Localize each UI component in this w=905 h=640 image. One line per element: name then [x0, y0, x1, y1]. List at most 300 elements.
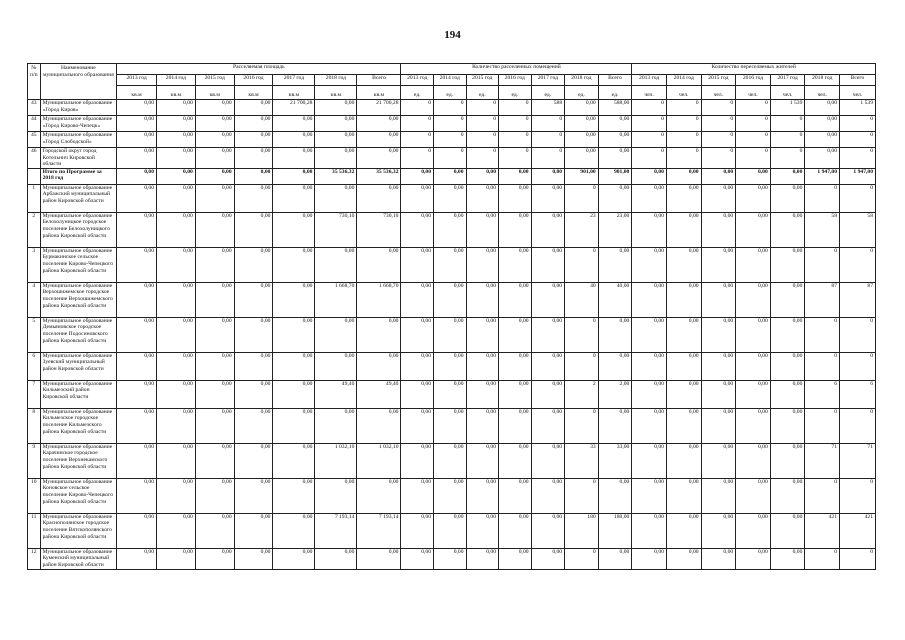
value-cell: 0,00: [357, 148, 401, 169]
value-cell: 0: [736, 148, 771, 169]
value-cell: 0,00: [666, 548, 701, 569]
year-header: 2017 год: [770, 75, 805, 86]
value-cell: 0,00: [401, 184, 434, 212]
value-cell: 0: [499, 148, 532, 169]
value-cell: 0,00: [357, 132, 401, 148]
value-cell: 0,00: [434, 408, 467, 443]
value-cell: 0,00: [157, 513, 196, 548]
row-index: 2: [28, 212, 41, 247]
value-cell: 0: [401, 132, 434, 148]
row-index: 11: [28, 513, 41, 548]
municipality-name: Муниципальное образование Демьяновское городское поселение Подосиновского района Кировской области: [40, 317, 117, 352]
value-cell: 0,00: [701, 443, 736, 478]
value-cell: 0,00: [466, 247, 499, 282]
value-cell: 87: [805, 282, 840, 317]
value-cell: 0,00: [565, 100, 599, 116]
value-cell: 0: [666, 132, 701, 148]
value-cell: 0,00: [195, 478, 234, 513]
value-cell: 0,00: [531, 408, 565, 443]
year-header: 2016 год: [234, 75, 273, 86]
value-cell: 0,00: [157, 282, 196, 317]
value-cell: 0,00: [315, 548, 357, 569]
page-number: 194: [444, 29, 461, 41]
row-index: 4: [28, 282, 41, 317]
value-cell: 0,00: [736, 443, 771, 478]
value-cell: 0,00: [499, 352, 532, 380]
value-cell: 0,00: [401, 408, 434, 443]
year-header: 2013 год: [117, 75, 157, 86]
value-cell: 180,00: [598, 513, 632, 548]
value-cell: 730,10: [357, 212, 401, 247]
unit-label: кв.м: [315, 86, 357, 100]
year-header: 2017 год: [273, 75, 315, 86]
value-cell: 901,00: [565, 168, 599, 184]
municipality-name: Муниципальное образование «Город Слободской»: [40, 132, 117, 148]
value-cell: 0,00: [234, 380, 273, 408]
value-cell: 1 539: [840, 100, 876, 116]
unit-label: ед.: [598, 86, 632, 100]
unit-label: чел.: [632, 86, 667, 100]
value-cell: 0,00: [357, 247, 401, 282]
value-cell: 0,00: [357, 116, 401, 132]
unit-label: чел.: [805, 86, 840, 100]
value-cell: 0,00: [805, 100, 840, 116]
table-row: [28, 148, 876, 169]
value-cell: 0,00: [434, 352, 467, 380]
value-cell: 0,00: [273, 212, 315, 247]
value-cell: 0,00: [598, 478, 632, 513]
value-cell: 7 193,14: [357, 513, 401, 548]
value-cell: 0,00: [666, 352, 701, 380]
value-cell: 0,00: [273, 443, 315, 478]
value-cell: 0,00: [234, 247, 273, 282]
row-index: 6: [28, 352, 41, 380]
value-cell: 0,00: [315, 184, 357, 212]
value-cell: 0: [632, 100, 667, 116]
value-cell: 0,00: [666, 282, 701, 317]
value-cell: 0,00: [565, 132, 599, 148]
value-cell: 0,00: [234, 168, 273, 184]
row-index: 1: [28, 184, 41, 212]
value-cell: 0: [701, 148, 736, 169]
value-cell: 0,00: [632, 247, 667, 282]
unit-label: кв.м: [195, 86, 234, 100]
value-cell: 33,00: [598, 443, 632, 478]
value-cell: 0,00: [273, 548, 315, 569]
value-cell: 0,00: [401, 478, 434, 513]
value-cell: 0,00: [531, 548, 565, 569]
value-cell: 0,00: [234, 132, 273, 148]
year-header: 2014 год: [666, 75, 701, 86]
year-header: 2013 год: [632, 75, 667, 86]
value-cell: 0,00: [666, 212, 701, 247]
value-cell: 0,00: [234, 184, 273, 212]
unit-label: чел.: [840, 86, 876, 100]
value-cell: 0: [805, 247, 840, 282]
value-cell: 0: [401, 100, 434, 116]
value-cell: 0: [466, 132, 499, 148]
year-header: 2016 год: [499, 75, 532, 86]
value-cell: 49,40: [357, 380, 401, 408]
value-cell: 0: [701, 100, 736, 116]
value-cell: 0,00: [666, 443, 701, 478]
value-cell: 0: [770, 132, 805, 148]
value-cell: 0,00: [736, 478, 771, 513]
value-cell: 0,00: [770, 478, 805, 513]
unit-label: ед.: [466, 86, 499, 100]
value-cell: 0,00: [315, 100, 357, 116]
value-cell: 0,00: [701, 247, 736, 282]
value-cell: 0,00: [736, 513, 771, 548]
municipality-name: Муниципальное образование Краснополянское городское поселение Вятскополянского района Кировской области: [40, 513, 117, 548]
value-cell: 0,00: [401, 168, 434, 184]
value-cell: 0,00: [357, 478, 401, 513]
row-index: [28, 168, 41, 184]
value-cell: 58: [805, 212, 840, 247]
value-cell: 0,00: [770, 282, 805, 317]
value-cell: 0,00: [499, 443, 532, 478]
row-index: 10: [28, 478, 41, 513]
value-cell: 0: [805, 184, 840, 212]
value-cell: 0,00: [117, 100, 157, 116]
value-cell: 0: [401, 148, 434, 169]
value-cell: 0: [805, 478, 840, 513]
value-cell: 0,00: [401, 247, 434, 282]
value-cell: 0: [565, 478, 599, 513]
value-cell: 0: [840, 352, 876, 380]
value-cell: 0: [632, 148, 667, 169]
value-cell: 0,00: [466, 408, 499, 443]
value-cell: 0,00: [273, 168, 315, 184]
table-row: [28, 352, 876, 380]
value-cell: 0: [466, 148, 499, 169]
value-cell: 0,00: [499, 478, 532, 513]
value-cell: 0,00: [234, 317, 273, 352]
value-cell: 0: [434, 132, 467, 148]
value-cell: 0,00: [770, 548, 805, 569]
value-cell: 0: [531, 116, 565, 132]
value-cell: 71: [840, 443, 876, 478]
value-cell: 0,00: [736, 317, 771, 352]
value-cell: 0,00: [117, 116, 157, 132]
value-cell: 0: [736, 116, 771, 132]
value-cell: 0: [666, 116, 701, 132]
value-cell: 0,00: [157, 380, 196, 408]
row-index: 3: [28, 247, 41, 282]
value-cell: 0,00: [117, 184, 157, 212]
table-row: [28, 443, 876, 478]
value-cell: 0,00: [565, 148, 599, 169]
value-cell: 0,00: [598, 116, 632, 132]
value-cell: 0,00: [531, 184, 565, 212]
value-cell: 0,00: [770, 184, 805, 212]
value-cell: 0,00: [401, 352, 434, 380]
municipality-name: Городской округ город Котельнич Кировской области: [40, 148, 117, 169]
value-cell: 0,00: [770, 317, 805, 352]
value-cell: 0,00: [598, 247, 632, 282]
unit-label: ед.: [531, 86, 565, 100]
table-row: [28, 247, 876, 282]
unit-label: ед.: [565, 86, 599, 100]
value-cell: 0,00: [195, 352, 234, 380]
value-cell: 1 947,00: [840, 168, 876, 184]
value-cell: 0,00: [401, 317, 434, 352]
value-cell: 0,00: [531, 282, 565, 317]
row-index: 44: [28, 116, 41, 132]
value-cell: 0,00: [157, 317, 196, 352]
value-cell: 7 193,14: [315, 513, 357, 548]
value-cell: 0,00: [531, 352, 565, 380]
value-cell: 0,00: [499, 282, 532, 317]
value-cell: 0: [434, 100, 467, 116]
value-cell: 0,00: [434, 168, 467, 184]
table-row: [28, 212, 876, 247]
value-cell: 0,00: [117, 408, 157, 443]
municipality-name: Муниципальное образование Карачинское городское поселение Верхнекамского района Кировской области: [40, 443, 117, 478]
value-cell: 0,00: [666, 184, 701, 212]
table-row: [28, 380, 876, 408]
unit-label: ед.: [401, 86, 434, 100]
value-cell: 0,00: [434, 380, 467, 408]
value-cell: 0: [499, 100, 532, 116]
year-header: 2016 год: [736, 75, 771, 86]
value-cell: 0,00: [434, 212, 467, 247]
value-cell: 0,00: [632, 380, 667, 408]
value-cell: 0,00: [466, 478, 499, 513]
value-cell: 0,00: [531, 380, 565, 408]
value-cell: 0,00: [736, 184, 771, 212]
row-index: 12: [28, 548, 41, 569]
value-cell: 0: [499, 132, 532, 148]
value-cell: 0,00: [273, 282, 315, 317]
value-cell: 0: [434, 148, 467, 169]
value-cell: 21 700,28: [357, 100, 401, 116]
value-cell: 0,00: [770, 408, 805, 443]
municipality-name: Муниципальное образование Зуевский муниципальный район Кировской области: [40, 352, 117, 380]
value-cell: 0,00: [195, 212, 234, 247]
value-cell: 0,00: [805, 116, 840, 132]
group-area: Расселяемая площадь: [117, 64, 401, 75]
municipality-name: Муниципальное образование Кильмезский район Кировской области: [40, 380, 117, 408]
year-header: Всего: [598, 75, 632, 86]
value-cell: 0,00: [195, 443, 234, 478]
table-row: [28, 513, 876, 548]
value-cell: 0,00: [157, 352, 196, 380]
value-cell: 0,00: [234, 408, 273, 443]
value-cell: 0,00: [195, 247, 234, 282]
value-cell: 0,00: [401, 380, 434, 408]
value-cell: 0,00: [736, 408, 771, 443]
value-cell: 6: [805, 380, 840, 408]
value-cell: 0: [701, 132, 736, 148]
municipality-name: Муниципальное образование Куменский муниципальный район Кировской области: [40, 548, 117, 569]
value-cell: 0: [805, 317, 840, 352]
value-cell: 0,00: [195, 100, 234, 116]
value-cell: 0: [840, 132, 876, 148]
value-cell: 0,00: [666, 478, 701, 513]
value-cell: 0,00: [598, 317, 632, 352]
value-cell: 87: [840, 282, 876, 317]
value-cell: 0,00: [117, 548, 157, 569]
municipality-name: Муниципальное образование Кильмезское городское поселение Кильмезского района Кировской области: [40, 408, 117, 443]
year-header: 2017 год: [531, 75, 565, 86]
value-cell: 180: [565, 513, 599, 548]
value-cell: 0,00: [770, 513, 805, 548]
table-row: [28, 168, 876, 184]
value-cell: 0,00: [315, 247, 357, 282]
value-cell: 49,40: [315, 380, 357, 408]
municipality-name: Муниципальное образование Арбажский муниципальный район Кировской области: [40, 184, 117, 212]
value-cell: 0,00: [531, 513, 565, 548]
value-cell: 0,00: [632, 443, 667, 478]
value-cell: 1 668,70: [315, 282, 357, 317]
table-row: [28, 184, 876, 212]
value-cell: 0,00: [632, 548, 667, 569]
value-cell: 0: [466, 100, 499, 116]
value-cell: 0,00: [598, 184, 632, 212]
row-index: 8: [28, 408, 41, 443]
value-cell: 0,00: [701, 478, 736, 513]
value-cell: 0: [770, 116, 805, 132]
value-cell: 0,00: [805, 148, 840, 169]
value-cell: 0,00: [598, 408, 632, 443]
header-name: Наименование муниципального образования: [40, 64, 117, 100]
value-cell: 0,00: [273, 478, 315, 513]
value-cell: 0,00: [357, 548, 401, 569]
value-cell: 1 539: [770, 100, 805, 116]
value-cell: 35 536,32: [315, 168, 357, 184]
table-row: [28, 132, 876, 148]
value-cell: 0,00: [157, 443, 196, 478]
value-cell: 0,00: [598, 148, 632, 169]
value-cell: 0,00: [434, 282, 467, 317]
value-cell: 0,00: [770, 247, 805, 282]
value-cell: 0,00: [466, 380, 499, 408]
value-cell: 33: [565, 443, 599, 478]
value-cell: 0,00: [466, 513, 499, 548]
value-cell: 0,00: [117, 443, 157, 478]
year-header: 2015 год: [195, 75, 234, 86]
value-cell: 0,00: [736, 352, 771, 380]
value-cell: 0,00: [598, 548, 632, 569]
value-cell: 0,00: [632, 513, 667, 548]
value-cell: 0,00: [234, 212, 273, 247]
row-index: 7: [28, 380, 41, 408]
value-cell: 0,00: [195, 317, 234, 352]
value-cell: 0,00: [234, 282, 273, 317]
value-cell: 0,00: [632, 184, 667, 212]
table-row: [28, 282, 876, 317]
value-cell: 21 700,28: [273, 100, 315, 116]
value-cell: 0,00: [770, 380, 805, 408]
value-cell: 0,00: [770, 443, 805, 478]
value-cell: 0,00: [234, 513, 273, 548]
year-header: 2014 год: [157, 75, 196, 86]
value-cell: 0,00: [273, 380, 315, 408]
value-cell: 0: [666, 100, 701, 116]
value-cell: 0,00: [401, 443, 434, 478]
value-cell: 23,00: [598, 212, 632, 247]
value-cell: 2,00: [598, 380, 632, 408]
unit-label: кв.м: [273, 86, 315, 100]
value-cell: 0,00: [357, 352, 401, 380]
value-cell: 0,00: [701, 168, 736, 184]
value-cell: 0,00: [701, 282, 736, 317]
value-cell: 0: [565, 548, 599, 569]
value-cell: 0,00: [357, 317, 401, 352]
value-cell: 0,00: [736, 282, 771, 317]
value-cell: 0,00: [273, 317, 315, 352]
value-cell: 0,00: [117, 513, 157, 548]
value-cell: 0,00: [273, 116, 315, 132]
value-cell: 0,00: [315, 116, 357, 132]
value-cell: 588,00: [598, 100, 632, 116]
data-table: [27, 63, 876, 570]
table-row: [28, 548, 876, 569]
municipality-name: Муниципальное образование Белохолуницкое городское поселение Белохолуницкого района Кировской области: [40, 212, 117, 247]
value-cell: 0: [666, 148, 701, 169]
value-cell: 0,00: [736, 168, 771, 184]
value-cell: 0,00: [157, 168, 196, 184]
value-cell: 0,00: [195, 282, 234, 317]
value-cell: 0,00: [234, 548, 273, 569]
table-row: [28, 478, 876, 513]
unit-label: чел.: [770, 86, 805, 100]
unit-label: кв.м: [357, 86, 401, 100]
value-cell: 0,00: [499, 247, 532, 282]
value-cell: 0,00: [234, 148, 273, 169]
value-cell: 0,00: [736, 548, 771, 569]
value-cell: 0,00: [195, 548, 234, 569]
value-cell: 1 032,10: [315, 443, 357, 478]
value-cell: 0,00: [736, 247, 771, 282]
row-index: 43: [28, 100, 41, 116]
value-cell: 0: [565, 352, 599, 380]
unit-label: чел.: [736, 86, 771, 100]
value-cell: 0,00: [770, 212, 805, 247]
value-cell: 0: [840, 184, 876, 212]
value-cell: 0,00: [531, 443, 565, 478]
value-cell: 0,00: [234, 443, 273, 478]
value-cell: 0,00: [434, 548, 467, 569]
value-cell: 0,00: [195, 116, 234, 132]
value-cell: 0,00: [234, 478, 273, 513]
unit-label: кв.м: [117, 86, 157, 100]
value-cell: 0,00: [273, 352, 315, 380]
value-cell: 0: [565, 317, 599, 352]
value-cell: 0,00: [701, 317, 736, 352]
value-cell: 0,00: [273, 184, 315, 212]
value-cell: 0,00: [117, 132, 157, 148]
unit-label: чел.: [666, 86, 701, 100]
value-cell: 0,00: [701, 352, 736, 380]
unit-label: ед.: [499, 86, 532, 100]
value-cell: 0,00: [499, 513, 532, 548]
value-cell: 0,00: [632, 317, 667, 352]
value-cell: 0,00: [632, 352, 667, 380]
value-cell: 0: [565, 408, 599, 443]
value-cell: 0,00: [195, 408, 234, 443]
value-cell: 0,00: [315, 317, 357, 352]
year-header: 2018 год: [315, 75, 357, 86]
value-cell: 0,00: [666, 513, 701, 548]
value-cell: 0: [701, 116, 736, 132]
value-cell: 0,00: [701, 380, 736, 408]
value-cell: 0,00: [315, 408, 357, 443]
value-cell: 0,00: [195, 380, 234, 408]
value-cell: 0: [434, 116, 467, 132]
year-header: Всего: [840, 75, 876, 86]
